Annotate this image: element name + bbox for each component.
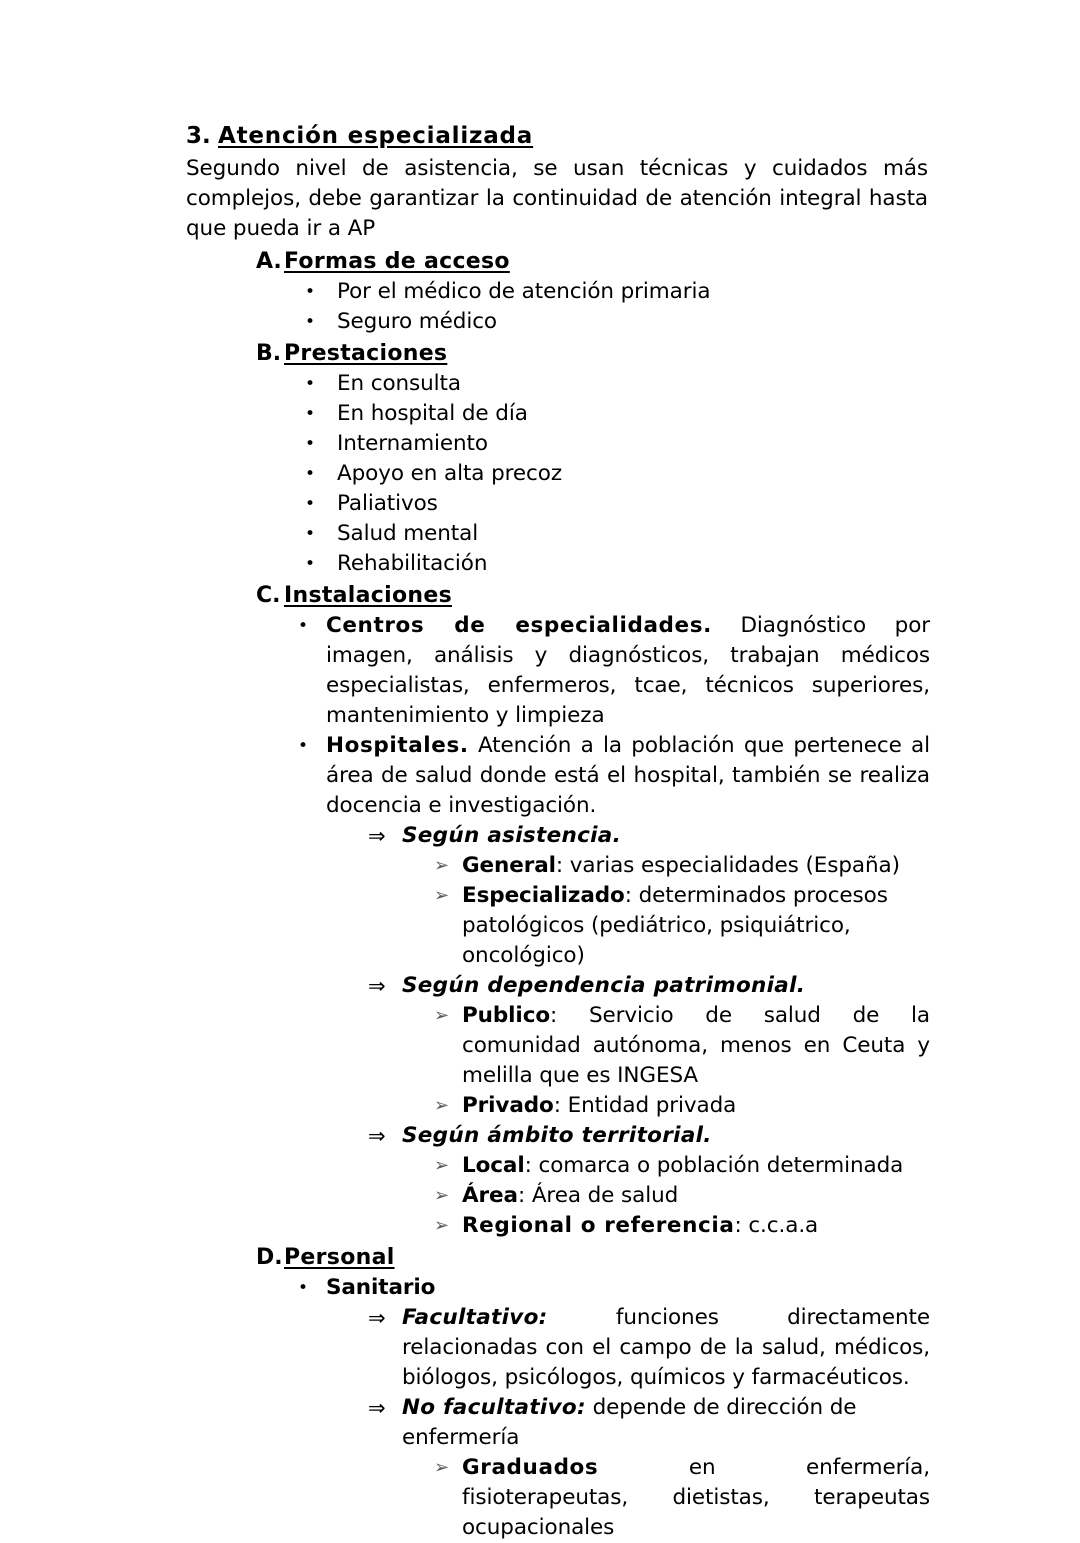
list-item	[305, 429, 930, 459]
entry-separator: :	[517, 1183, 526, 1208]
double-arrow-icon: ⇒	[368, 1124, 386, 1148]
entry-text	[462, 1181, 930, 1211]
list-prestaciones	[186, 369, 930, 579]
dot-bullet-icon: •	[305, 312, 315, 332]
entry-desc: determinados procesos patológicos (pediátrico, psiquiátrico, oncológico)	[462, 883, 888, 968]
list-item-text	[326, 731, 930, 821]
entry-desc: Entidad privada	[567, 1093, 737, 1118]
dot-bullet-icon: •	[298, 1278, 308, 1298]
subsection-heading-c	[256, 580, 930, 611]
list-item	[305, 519, 930, 549]
list-instalaciones	[186, 611, 930, 821]
group-heading	[368, 1121, 930, 1151]
entry-desc: c.c.a.a	[748, 1213, 819, 1238]
dot-bullet-icon: •	[298, 736, 308, 756]
entry-text	[462, 881, 930, 971]
entry-text	[462, 1453, 930, 1543]
dot-bullet-icon: •	[305, 554, 315, 574]
entry-text	[462, 1151, 930, 1181]
group-no-facultativo	[186, 1393, 930, 1453]
entry-desc: Servicio de salud de la comunidad autónoma, menos en Ceuta y melilla que es INGESA	[462, 1003, 931, 1088]
entries-segun-dependencia-patrimonial	[186, 1001, 930, 1121]
entry-term: Local	[462, 1153, 525, 1178]
entry-term: Privado	[462, 1093, 554, 1118]
group-text	[402, 1303, 930, 1393]
entry-term: Graduados	[462, 1455, 599, 1480]
dot-bullet-icon: •	[305, 282, 315, 302]
list-item-centros-especialidades	[298, 611, 930, 731]
dot-bullet-icon: •	[305, 494, 315, 514]
entries-segun-ambito-territorial	[186, 1151, 930, 1241]
group-heading	[368, 1303, 930, 1393]
list-item-label: Seguro médico	[337, 309, 497, 334]
entry-separator: :	[555, 853, 564, 878]
centros-body: Diagnóstico por imagen, análisis y diagnósticos, trabajan médicos especialistas, enfermeros, tcae, técnicos superiores, mantenimiento y limpieza	[326, 613, 930, 728]
list-item-label: En hospital de día	[337, 401, 528, 426]
hospitales-lead: Hospitales.	[326, 733, 469, 758]
list-item-label: Sanitario	[326, 1275, 436, 1300]
entry-text	[462, 1091, 930, 1121]
group-term: Facultativo:	[402, 1305, 548, 1330]
group-desc: depende de dirección de enfermería	[402, 1395, 857, 1450]
entry-desc: comarca o población determinada	[538, 1153, 904, 1178]
entry-item	[434, 1181, 930, 1211]
entry-separator: :	[553, 1093, 561, 1118]
group-facultativo	[186, 1303, 930, 1393]
list-item	[305, 549, 930, 579]
list-item-hospitales	[298, 731, 930, 821]
entry-item	[434, 1091, 930, 1121]
group-segun-ambito-territorial	[186, 1121, 930, 1151]
subsection-letter-a: A.	[256, 249, 282, 274]
list-item	[305, 399, 930, 429]
subsection-title-c: Instalaciones	[284, 583, 452, 608]
section-heading-3	[186, 120, 930, 152]
subsection-letter-b: B.	[256, 341, 282, 366]
list-item-label: Paliativos	[337, 491, 438, 516]
group-text	[402, 1393, 930, 1453]
arrowhead-bullet-icon: ➢	[434, 1005, 449, 1026]
entry-separator: :	[624, 883, 632, 908]
group-title: Según dependencia patrimonial.	[402, 973, 806, 998]
subsection-title-a: Formas de acceso	[284, 249, 510, 274]
dot-bullet-icon: •	[305, 374, 315, 394]
entry-term: Área	[462, 1183, 518, 1208]
group-title: Según ámbito territorial.	[402, 1123, 712, 1148]
arrowhead-bullet-icon: ➢	[434, 885, 449, 906]
entry-item	[434, 1001, 930, 1091]
dot-bullet-icon: •	[305, 434, 315, 454]
list-personal	[186, 1273, 930, 1303]
list-item	[305, 369, 930, 399]
centros-lead: Centros de especialidades.	[326, 613, 712, 638]
subsection-letter-c: C.	[256, 583, 281, 608]
double-arrow-icon: ⇒	[368, 824, 386, 848]
subsection-heading-d	[256, 1242, 930, 1273]
double-arrow-icon: ⇒	[368, 1306, 386, 1330]
subsection-heading-a	[256, 246, 930, 277]
entry-item	[434, 1151, 930, 1181]
document-body	[186, 120, 930, 1543]
dot-bullet-icon: •	[305, 524, 315, 544]
list-item-label: Por el médico de atención primaria	[337, 279, 711, 304]
entries-segun-asistencia	[186, 851, 930, 971]
arrowhead-bullet-icon: ➢	[434, 1215, 449, 1236]
dot-bullet-icon: •	[298, 616, 308, 636]
hospitales-body: Atención a la población que pertenece al área de salud donde está el hospital, también se realiza docencia e investigación.	[326, 733, 930, 818]
list-item-text	[326, 611, 930, 731]
double-arrow-icon: ⇒	[368, 974, 386, 998]
entry-separator: :	[734, 1213, 742, 1238]
subsection-title-b: Prestaciones	[284, 341, 448, 366]
list-item-sanitario	[298, 1273, 930, 1303]
arrowhead-bullet-icon: ➢	[434, 1095, 449, 1116]
group-heading	[368, 1393, 930, 1453]
section-title: Atención especializada	[218, 123, 534, 149]
entries-no-facultativo	[186, 1453, 930, 1543]
arrowhead-bullet-icon: ➢	[434, 1457, 449, 1478]
group-heading	[368, 971, 930, 1001]
list-item	[305, 459, 930, 489]
list-formas-de-acceso	[186, 277, 930, 337]
entry-term: General	[462, 853, 556, 878]
entry-text	[462, 1001, 930, 1091]
entry-desc: Área de salud	[531, 1183, 679, 1208]
entry-desc: varias especialidades (España)	[569, 853, 900, 878]
entry-desc: en enfermería, fisioterapeutas, dietistas, terapeutas ocupacionales	[462, 1455, 930, 1540]
list-item-label: Apoyo en alta precoz	[337, 461, 562, 486]
entry-item	[434, 881, 930, 971]
arrowhead-bullet-icon: ➢	[434, 855, 449, 876]
section-number: 3.	[186, 123, 211, 149]
entry-separator: :	[550, 1003, 558, 1028]
subsection-letter-d: D.	[256, 1245, 283, 1270]
list-item	[305, 489, 930, 519]
list-item-label: Rehabilitación	[337, 551, 488, 576]
arrowhead-bullet-icon: ➢	[434, 1155, 449, 1176]
entry-item	[434, 1453, 930, 1543]
dot-bullet-icon: •	[305, 404, 315, 424]
dot-bullet-icon: •	[305, 464, 315, 484]
group-segun-dependencia-patrimonial	[186, 971, 930, 1001]
group-title: Según asistencia.	[402, 823, 622, 848]
entry-item	[434, 851, 930, 881]
list-item	[305, 277, 930, 307]
subsection-title-d: Personal	[284, 1245, 395, 1270]
subsection-heading-b	[256, 338, 930, 369]
arrowhead-bullet-icon: ➢	[434, 1185, 449, 1206]
list-item-label: En consulta	[337, 371, 461, 396]
entry-item	[434, 1211, 930, 1241]
group-term: No facultativo:	[402, 1395, 586, 1420]
entry-term: Especializado	[462, 883, 625, 908]
list-item	[305, 307, 930, 337]
entry-term: Regional o referencia	[462, 1213, 735, 1238]
group-segun-asistencia	[186, 821, 930, 851]
entry-text	[462, 1211, 930, 1241]
group-heading	[368, 821, 930, 851]
entry-term: Publico	[462, 1003, 551, 1028]
intro-paragraph: Segundo nivel de asistencia, se usan técnicas y cuidados más complejos, debe garantizar la continuidad de atención integral hasta que pueda ir a AP	[186, 156, 928, 241]
entry-separator: :	[524, 1153, 532, 1178]
group-desc: funciones directamente relacionadas con el campo de la salud, médicos, biólogos, psicólogos, químicos y farmacéuticos.	[402, 1305, 930, 1390]
list-item-label: Salud mental	[337, 521, 479, 546]
list-item-label: Internamiento	[337, 431, 488, 456]
entry-text	[462, 851, 930, 881]
double-arrow-icon: ⇒	[368, 1396, 386, 1420]
